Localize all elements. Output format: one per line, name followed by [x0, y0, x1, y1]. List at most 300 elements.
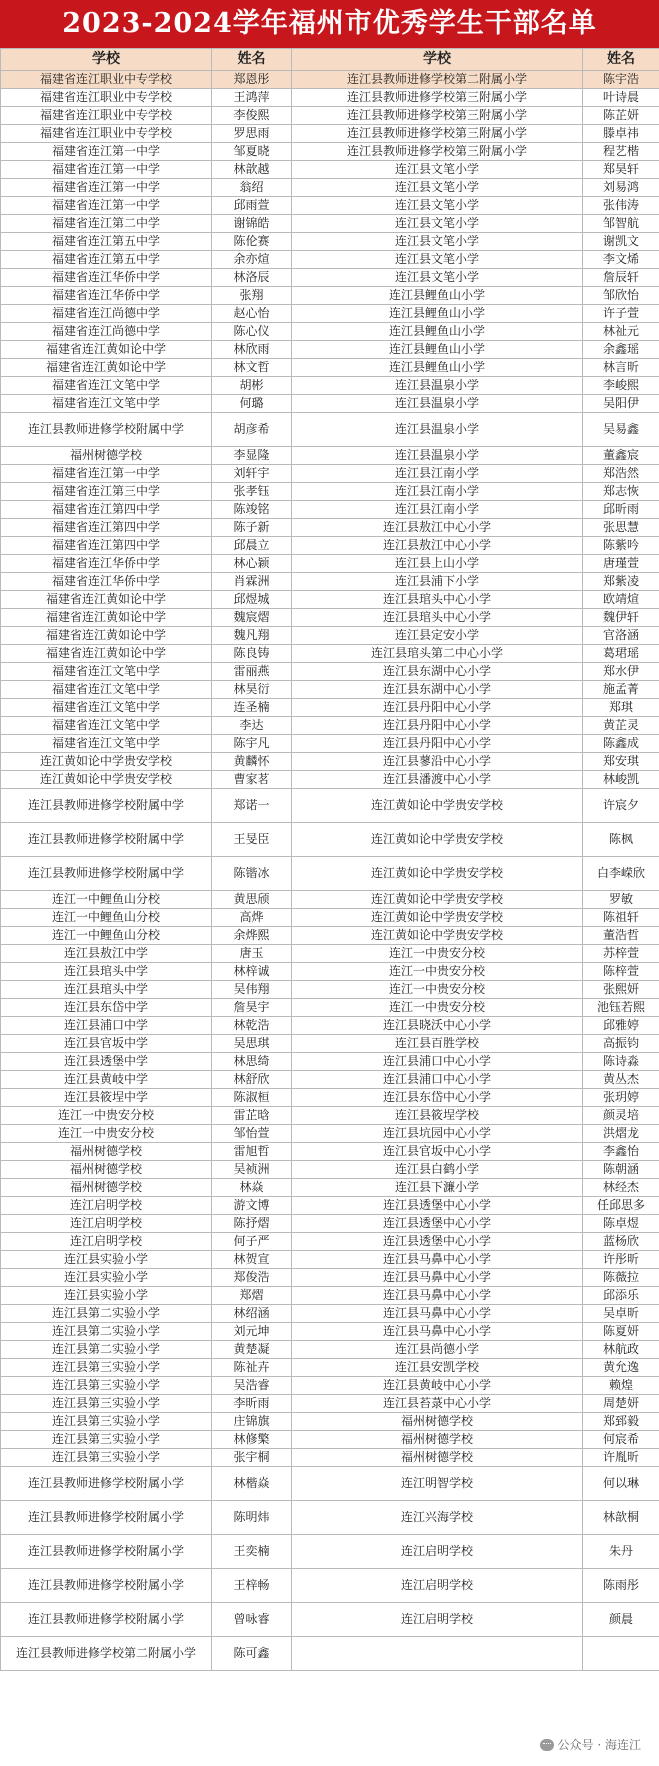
honor-list-table [0, 48, 659, 1671]
name-right-cell: 滕卓祎 [583, 125, 659, 143]
table-row [1, 1449, 659, 1467]
watermark-text: 公众号 · 海连江 [557, 1738, 641, 1752]
name-right-cell: 陈夏妍 [583, 1323, 659, 1341]
name-left-cell: 陈竣铭 [212, 501, 292, 519]
name-left-cell: 李达 [212, 717, 292, 735]
name-right-cell: 池钰若熙 [583, 999, 659, 1017]
school-right-cell: 连江县文笔小学 [292, 215, 583, 233]
school-left-cell: 福建省连江第一中学 [1, 465, 212, 483]
school-left-cell: 连江县琯头中学 [1, 963, 212, 981]
school-left-cell: 福建省连江文笔中学 [1, 717, 212, 735]
school-left-cell: 福建省连江文笔中学 [1, 681, 212, 699]
name-left-cell: 吴思琪 [212, 1035, 292, 1053]
school-right-cell: 连江县敖江中心小学 [292, 519, 583, 537]
school-right-cell: 连江县东湖中心小学 [292, 663, 583, 681]
school-left-cell: 福建省连江文笔中学 [1, 377, 212, 395]
school-left-cell: 连江县第三实验小学 [1, 1395, 212, 1413]
school-right-cell: 连江县丹阳中心小学 [292, 699, 583, 717]
table-row [1, 999, 659, 1017]
table-row [1, 251, 659, 269]
name-right-cell: 董鑫宸 [583, 447, 659, 465]
school-left-cell: 福建省连江职业中专学校 [1, 125, 212, 143]
school-right-cell: 连江县琯头中心小学 [292, 591, 583, 609]
school-right-cell: 连江兴海学校 [292, 1501, 583, 1535]
name-left-cell: 罗思雨 [212, 125, 292, 143]
school-right-cell: 连江启明学校 [292, 1569, 583, 1603]
school-right-cell: 连江县温泉小学 [292, 377, 583, 395]
school-left-cell: 福建省连江第一中学 [1, 197, 212, 215]
school-right-cell: 连江县文笔小学 [292, 269, 583, 287]
table-row [1, 107, 659, 125]
name-right-cell: 陈卓煜 [583, 1215, 659, 1233]
name-left-cell: 林歆越 [212, 161, 292, 179]
school-left-cell: 连江县浦口中学 [1, 1017, 212, 1035]
name-left-cell: 何子严 [212, 1233, 292, 1251]
name-right-cell: 邱添乐 [583, 1287, 659, 1305]
school-left-cell: 福建省连江第四中学 [1, 519, 212, 537]
name-left-cell: 李显隆 [212, 447, 292, 465]
name-right-cell: 官洛涵 [583, 627, 659, 645]
name-right-cell: 施孟菁 [583, 681, 659, 699]
table-row [1, 1107, 659, 1125]
table-row [1, 1377, 659, 1395]
school-right-cell: 连江县教师进修学校第三附属小学 [292, 89, 583, 107]
table-row [1, 591, 659, 609]
table-row [1, 1251, 659, 1269]
name-left-cell: 吴浩睿 [212, 1377, 292, 1395]
name-right-cell: 张思慧 [583, 519, 659, 537]
school-left-cell: 福建省连江文笔中学 [1, 735, 212, 753]
school-right-cell: 连江县尚德小学 [292, 1341, 583, 1359]
table-row [1, 465, 659, 483]
name-left-cell: 林贺宣 [212, 1251, 292, 1269]
table-row [1, 143, 659, 161]
name-left-cell: 何璐 [212, 395, 292, 413]
table-row [1, 823, 659, 857]
school-left-cell: 福建省连江黄如论中学 [1, 591, 212, 609]
name-right-cell: 张玥婷 [583, 1089, 659, 1107]
school-right-cell: 连江县文笔小学 [292, 233, 583, 251]
name-left-cell: 林乾浩 [212, 1017, 292, 1035]
school-right-cell: 连江黄如论中学贵安学校 [292, 891, 583, 909]
school-right-cell: 连江县琯头中心小学 [292, 609, 583, 627]
name-left-cell: 张宇桐 [212, 1449, 292, 1467]
table-row [1, 1431, 659, 1449]
school-left-cell: 福建省连江黄如论中学 [1, 359, 212, 377]
table-row [1, 413, 659, 447]
table-row [1, 1359, 659, 1377]
name-left-cell: 郑俊浩 [212, 1269, 292, 1287]
name-right-cell: 邹智航 [583, 215, 659, 233]
school-left-cell: 连江县第二实验小学 [1, 1341, 212, 1359]
name-left-cell: 郑诺一 [212, 789, 292, 823]
school-left-cell: 福建省连江华侨中学 [1, 287, 212, 305]
table-row [1, 609, 659, 627]
school-left-cell: 连江县第三实验小学 [1, 1431, 212, 1449]
name-left-cell: 游文博 [212, 1197, 292, 1215]
name-right-cell: 陈朝涵 [583, 1161, 659, 1179]
school-right-cell: 连江县浦下小学 [292, 573, 583, 591]
name-right-cell: 张伟涛 [583, 197, 659, 215]
name-right-cell: 谢凯文 [583, 233, 659, 251]
school-right-cell: 连江黄如论中学贵安学校 [292, 823, 583, 857]
name-left-cell: 高烨 [212, 909, 292, 927]
table-row [1, 1215, 659, 1233]
school-left-cell: 连江一中贵安分校 [1, 1107, 212, 1125]
table-row [1, 627, 659, 645]
table-row [1, 717, 659, 735]
table-row [1, 1603, 659, 1637]
name-right-cell: 许宸夕 [583, 789, 659, 823]
table-row [1, 377, 659, 395]
name-right-cell: 陈梓萱 [583, 963, 659, 981]
school-left-cell: 福建省连江黄如论中学 [1, 645, 212, 663]
header-school-right: 学校 [292, 49, 583, 71]
name-right-cell: 李峻熙 [583, 377, 659, 395]
school-left-cell: 连江县实验小学 [1, 1287, 212, 1305]
table-row [1, 1287, 659, 1305]
table-row [1, 1467, 659, 1501]
name-right-cell: 余鑫瑶 [583, 341, 659, 359]
school-left-cell: 连江一中贵安分校 [1, 1125, 212, 1143]
school-right-cell: 连江一中贵安分校 [292, 945, 583, 963]
name-left-cell: 吴祯洲 [212, 1161, 292, 1179]
table-row [1, 663, 659, 681]
name-left-cell: 连圣楠 [212, 699, 292, 717]
school-right-cell: 连江县温泉小学 [292, 413, 583, 447]
name-right-cell: 陈芷妍 [583, 107, 659, 125]
school-right-cell: 连江黄如论中学贵安学校 [292, 909, 583, 927]
school-left-cell: 福建省连江尚德中学 [1, 323, 212, 341]
name-left-cell: 王鸿萍 [212, 89, 292, 107]
name-right-cell: 詹辰轩 [583, 269, 659, 287]
name-right-cell: 陈枫 [583, 823, 659, 857]
table-row [1, 857, 659, 891]
school-left-cell: 福建省连江黄如论中学 [1, 627, 212, 645]
wechat-icon [540, 1739, 554, 1751]
school-right-cell: 连江县文笔小学 [292, 197, 583, 215]
name-right-cell: 吴卓昕 [583, 1305, 659, 1323]
name-left-cell: 林绍涵 [212, 1305, 292, 1323]
name-left-cell: 肖霖洲 [212, 573, 292, 591]
name-right-cell: 欧靖煊 [583, 591, 659, 609]
school-left-cell: 福建省连江文笔中学 [1, 395, 212, 413]
school-left-cell: 连江县教师进修学校附属中学 [1, 857, 212, 891]
school-left-cell: 福州树德学校 [1, 1179, 212, 1197]
name-left-cell: 林焱 [212, 1179, 292, 1197]
name-right-cell: 朱丹 [583, 1535, 659, 1569]
name-left-cell: 吴伟翔 [212, 981, 292, 999]
table-row [1, 1071, 659, 1089]
school-left-cell: 福建省连江职业中专学校 [1, 71, 212, 89]
name-right-cell: 任邱思多 [583, 1197, 659, 1215]
school-right-cell: 连江县江南小学 [292, 501, 583, 519]
name-right-cell: 吴阳伊 [583, 395, 659, 413]
school-right-cell: 连江县马鼻中心小学 [292, 1287, 583, 1305]
table-row [1, 483, 659, 501]
school-right-cell: 连江县温泉小学 [292, 447, 583, 465]
school-left-cell: 连江县官坂中学 [1, 1035, 212, 1053]
school-left-cell: 福州树德学校 [1, 447, 212, 465]
name-left-cell: 胡彦希 [212, 413, 292, 447]
school-left-cell: 福建省连江第三中学 [1, 483, 212, 501]
name-left-cell: 唐玉 [212, 945, 292, 963]
name-right-cell: 黄允逸 [583, 1359, 659, 1377]
name-left-cell: 林昊衍 [212, 681, 292, 699]
school-left-cell: 连江县敖江中学 [1, 945, 212, 963]
name-left-cell: 赵心怡 [212, 305, 292, 323]
name-left-cell: 李俊熙 [212, 107, 292, 125]
school-left-cell: 连江县教师进修学校附属中学 [1, 413, 212, 447]
table-row [1, 981, 659, 999]
school-right-cell: 连江县鲤鱼山小学 [292, 287, 583, 305]
school-left-cell: 福建省连江文笔中学 [1, 663, 212, 681]
name-left-cell: 林舒欣 [212, 1071, 292, 1089]
name-right-cell: 郑志恢 [583, 483, 659, 501]
name-right-cell: 吴易鑫 [583, 413, 659, 447]
school-right-cell: 连江县东湖中心小学 [292, 681, 583, 699]
table-row [1, 1143, 659, 1161]
name-right-cell: 洪熠龙 [583, 1125, 659, 1143]
school-left-cell: 连江县第三实验小学 [1, 1449, 212, 1467]
school-right-cell: 连江县安凯学校 [292, 1359, 583, 1377]
name-right-cell: 许彤昕 [583, 1251, 659, 1269]
table-row [1, 341, 659, 359]
school-right-cell: 连江县江南小学 [292, 483, 583, 501]
name-left-cell: 邱雨萱 [212, 197, 292, 215]
school-right-cell: 连江县丹阳中心小学 [292, 735, 583, 753]
school-right-cell: 连江黄如论中学贵安学校 [292, 789, 583, 823]
table-row [1, 1501, 659, 1535]
name-left-cell: 陈良铸 [212, 645, 292, 663]
name-left-cell: 雷丽燕 [212, 663, 292, 681]
name-right-cell: 高振钧 [583, 1035, 659, 1053]
school-right-cell: 连江县鲤鱼山小学 [292, 341, 583, 359]
name-right-cell: 郑琪 [583, 699, 659, 717]
school-left-cell: 福建省连江黄如论中学 [1, 609, 212, 627]
name-right-cell: 张熙妍 [583, 981, 659, 999]
table-row [1, 1413, 659, 1431]
name-left-cell: 林梓诚 [212, 963, 292, 981]
table-row [1, 681, 659, 699]
school-right-cell: 连江县官坂中心小学 [292, 1143, 583, 1161]
school-left-cell: 连江县筱埕中学 [1, 1089, 212, 1107]
school-right-cell: 连江县文笔小学 [292, 251, 583, 269]
name-left-cell: 林心颖 [212, 555, 292, 573]
school-left-cell: 连江县第三实验小学 [1, 1377, 212, 1395]
table-row [1, 753, 659, 771]
school-left-cell: 连江县教师进修学校附属中学 [1, 823, 212, 857]
school-left-cell: 连江县透堡中学 [1, 1053, 212, 1071]
table-row [1, 699, 659, 717]
school-left-cell: 福建省连江第二中学 [1, 215, 212, 233]
school-right-cell: 连江县上山小学 [292, 555, 583, 573]
school-left-cell: 连江县第二实验小学 [1, 1323, 212, 1341]
school-right-cell: 连江县浦口中心小学 [292, 1053, 583, 1071]
name-right-cell: 刘易鸿 [583, 179, 659, 197]
name-left-cell: 刘元坤 [212, 1323, 292, 1341]
name-left-cell: 王旻臣 [212, 823, 292, 857]
name-right-cell: 陈雨彤 [583, 1569, 659, 1603]
name-left-cell: 陈伦赛 [212, 233, 292, 251]
table-row [1, 395, 659, 413]
school-right-cell: 福州树德学校 [292, 1431, 583, 1449]
table-row [1, 125, 659, 143]
school-right-cell: 福州树德学校 [292, 1449, 583, 1467]
name-right-cell: 林歆桐 [583, 1501, 659, 1535]
name-right-cell: 罗敏 [583, 891, 659, 909]
school-left-cell: 连江一中鲤鱼山分校 [1, 909, 212, 927]
name-left-cell: 陈淑桓 [212, 1089, 292, 1107]
school-left-cell: 连江县教师进修学校第二附属小学 [1, 1637, 212, 1671]
name-right-cell: 陈鑫成 [583, 735, 659, 753]
name-left-cell: 詹昊宇 [212, 999, 292, 1017]
table-header-row [1, 49, 659, 71]
name-right-cell: 何宸希 [583, 1431, 659, 1449]
table-row [1, 323, 659, 341]
school-right-cell: 连江县东岱中心小学 [292, 1089, 583, 1107]
school-left-cell: 连江县琯头中学 [1, 981, 212, 999]
name-right-cell: 林峻凯 [583, 771, 659, 789]
table-row [1, 1637, 659, 1671]
name-right-cell: 许子萱 [583, 305, 659, 323]
name-right-cell: 邹欣怡 [583, 287, 659, 305]
school-right-cell: 连江一中贵安分校 [292, 999, 583, 1017]
name-left-cell: 雷旭哲 [212, 1143, 292, 1161]
school-left-cell: 连江县黄岐中学 [1, 1071, 212, 1089]
table-row [1, 1341, 659, 1359]
school-right-cell: 连江县百胜学校 [292, 1035, 583, 1053]
table-row [1, 555, 659, 573]
name-left-cell: 邱煜城 [212, 591, 292, 609]
table-row [1, 359, 659, 377]
table-row [1, 197, 659, 215]
school-left-cell: 福建省连江第一中学 [1, 143, 212, 161]
name-left-cell: 陈明炜 [212, 1501, 292, 1535]
name-left-cell: 王梓畅 [212, 1569, 292, 1603]
school-left-cell: 福建省连江职业中专学校 [1, 107, 212, 125]
school-right-cell [292, 1637, 583, 1671]
school-left-cell: 连江县东岱中学 [1, 999, 212, 1017]
name-left-cell: 魏宸熠 [212, 609, 292, 627]
name-left-cell: 刘轩宇 [212, 465, 292, 483]
name-left-cell: 邹夏晓 [212, 143, 292, 161]
name-right-cell: 陈薇拉 [583, 1269, 659, 1287]
school-left-cell: 福州树德学校 [1, 1143, 212, 1161]
name-left-cell: 张孝钰 [212, 483, 292, 501]
name-right-cell: 周楚妍 [583, 1395, 659, 1413]
school-right-cell: 连江县苔菉中心小学 [292, 1395, 583, 1413]
school-right-cell: 连江县教师进修学校第三附属小学 [292, 143, 583, 161]
name-right-cell: 赖煌 [583, 1377, 659, 1395]
header-name-left: 姓名 [212, 49, 292, 71]
name-left-cell: 黄麟怀 [212, 753, 292, 771]
school-right-cell: 连江启明学校 [292, 1535, 583, 1569]
table-row [1, 537, 659, 555]
table-row [1, 1017, 659, 1035]
table-row [1, 501, 659, 519]
name-left-cell: 林修檠 [212, 1431, 292, 1449]
name-left-cell: 陈祉卉 [212, 1359, 292, 1377]
school-left-cell: 福建省连江黄如论中学 [1, 341, 212, 359]
school-right-cell: 连江县江南小学 [292, 465, 583, 483]
school-left-cell: 福州树德学校 [1, 1161, 212, 1179]
name-right-cell: 陈诗淼 [583, 1053, 659, 1071]
name-left-cell: 王奕楠 [212, 1535, 292, 1569]
table-row [1, 891, 659, 909]
table-row [1, 519, 659, 537]
school-left-cell: 连江一中鲤鱼山分校 [1, 927, 212, 945]
table-row [1, 1197, 659, 1215]
name-right-cell: 邱雅婷 [583, 1017, 659, 1035]
school-right-cell: 连江县丹阳中心小学 [292, 717, 583, 735]
school-right-cell: 连江县马鼻中心小学 [292, 1323, 583, 1341]
school-right-cell: 连江县鲤鱼山小学 [292, 305, 583, 323]
school-left-cell: 福建省连江华侨中学 [1, 573, 212, 591]
name-left-cell: 曹家茗 [212, 771, 292, 789]
table-row [1, 1179, 659, 1197]
school-left-cell: 连江一中鲤鱼山分校 [1, 891, 212, 909]
name-left-cell: 陈子新 [212, 519, 292, 537]
name-right-cell: 陈宇浩 [583, 71, 659, 89]
name-right-cell: 郑紫凌 [583, 573, 659, 591]
name-left-cell: 林思绮 [212, 1053, 292, 1071]
school-right-cell: 连江县文笔小学 [292, 161, 583, 179]
name-left-cell: 雷芷晗 [212, 1107, 292, 1125]
table-row [1, 1233, 659, 1251]
school-left-cell: 连江县教师进修学校附属小学 [1, 1501, 212, 1535]
school-right-cell: 连江县透堡中心小学 [292, 1197, 583, 1215]
school-left-cell: 福建省连江华侨中学 [1, 555, 212, 573]
name-left-cell: 李昕雨 [212, 1395, 292, 1413]
school-right-cell: 连江县透堡中心小学 [292, 1233, 583, 1251]
school-left-cell: 福建省连江第一中学 [1, 161, 212, 179]
school-left-cell: 连江县实验小学 [1, 1251, 212, 1269]
school-right-cell: 连江县定安小学 [292, 627, 583, 645]
name-right-cell: 颜晨 [583, 1603, 659, 1637]
table-row [1, 573, 659, 591]
school-right-cell: 连江县黄岐中心小学 [292, 1377, 583, 1395]
name-right-cell: 林祉元 [583, 323, 659, 341]
school-left-cell: 连江县第三实验小学 [1, 1359, 212, 1377]
name-left-cell: 林文哲 [212, 359, 292, 377]
school-right-cell: 连江县鲤鱼山小学 [292, 323, 583, 341]
table-row [1, 771, 659, 789]
school-right-cell: 连江县马鼻中心小学 [292, 1251, 583, 1269]
name-right-cell: 陈祖轩 [583, 909, 659, 927]
school-left-cell: 福建省连江职业中专学校 [1, 89, 212, 107]
name-right-cell: 林经杰 [583, 1179, 659, 1197]
school-left-cell: 连江县实验小学 [1, 1269, 212, 1287]
name-left-cell: 张翔 [212, 287, 292, 305]
table-row [1, 179, 659, 197]
header-name-right: 姓名 [583, 49, 659, 71]
name-right-cell: 董浩哲 [583, 927, 659, 945]
name-right-cell: 林言昕 [583, 359, 659, 377]
name-left-cell: 林楷焱 [212, 1467, 292, 1501]
name-left-cell: 翁绍 [212, 179, 292, 197]
school-left-cell: 连江县教师进修学校附属中学 [1, 789, 212, 823]
name-left-cell: 陈心仪 [212, 323, 292, 341]
school-right-cell: 连江明智学校 [292, 1467, 583, 1501]
name-right-cell: 白李嵘欣 [583, 857, 659, 891]
name-left-cell: 庄锦旗 [212, 1413, 292, 1431]
name-right-cell: 黄丛杰 [583, 1071, 659, 1089]
school-left-cell: 连江启明学校 [1, 1215, 212, 1233]
table-row [1, 1161, 659, 1179]
name-left-cell: 林欣雨 [212, 341, 292, 359]
name-left-cell: 胡彬 [212, 377, 292, 395]
